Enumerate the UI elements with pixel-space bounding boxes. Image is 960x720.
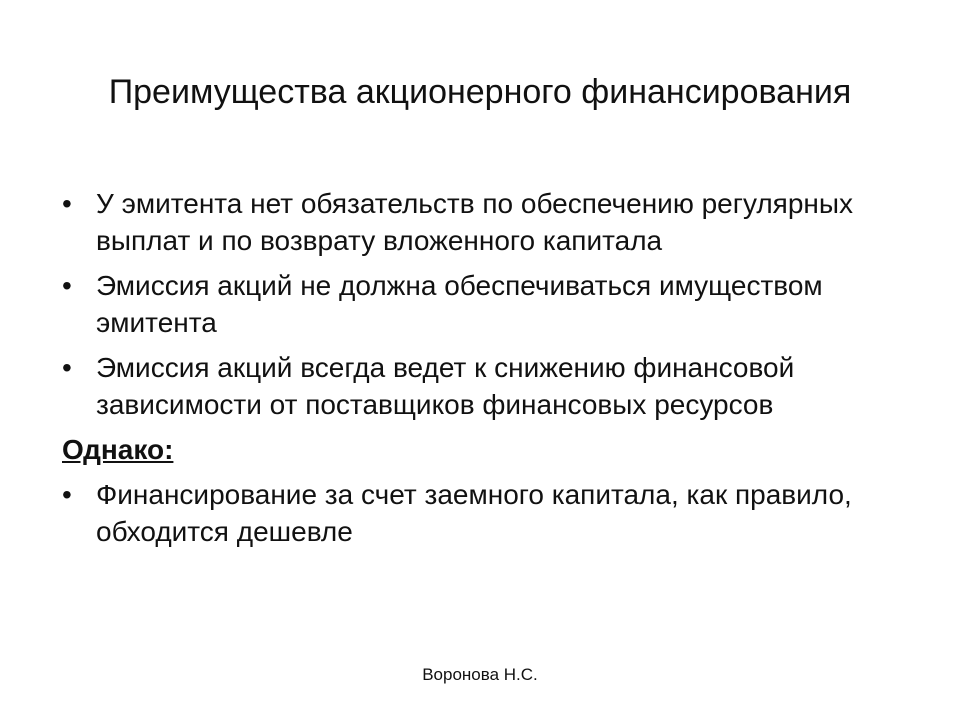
- bullet-item: [62, 349, 922, 423]
- bullet-text: Финансирование за счет заемного капитала, как правило, обходится дешевле: [96, 479, 852, 547]
- bullet-icon: [62, 267, 82, 304]
- bullet-text: У эмитента нет обязательств по обеспечению регулярных выплат и по возврату вложенного капитала: [96, 188, 853, 256]
- bullet-icon: [62, 185, 82, 222]
- bullet-item: [62, 476, 922, 550]
- slide-content: [62, 185, 922, 558]
- slide-title: Преимущества акционерного финансирования: [108, 73, 852, 111]
- note-heading: Однако:: [62, 434, 174, 465]
- footer-author: Воронова Н.С.: [422, 665, 538, 684]
- bullet-item: [62, 267, 922, 341]
- bullet-icon: [62, 476, 82, 513]
- bullet-text: Эмиссия акций не должна обеспечиваться имуществом эмитента: [96, 270, 823, 338]
- bullet-text: Эмиссия акций всегда ведет к снижению финансовой зависимости от поставщиков финансовых ресурсов: [96, 352, 795, 420]
- bullet-item: [62, 185, 922, 259]
- bullet-icon: [62, 349, 82, 386]
